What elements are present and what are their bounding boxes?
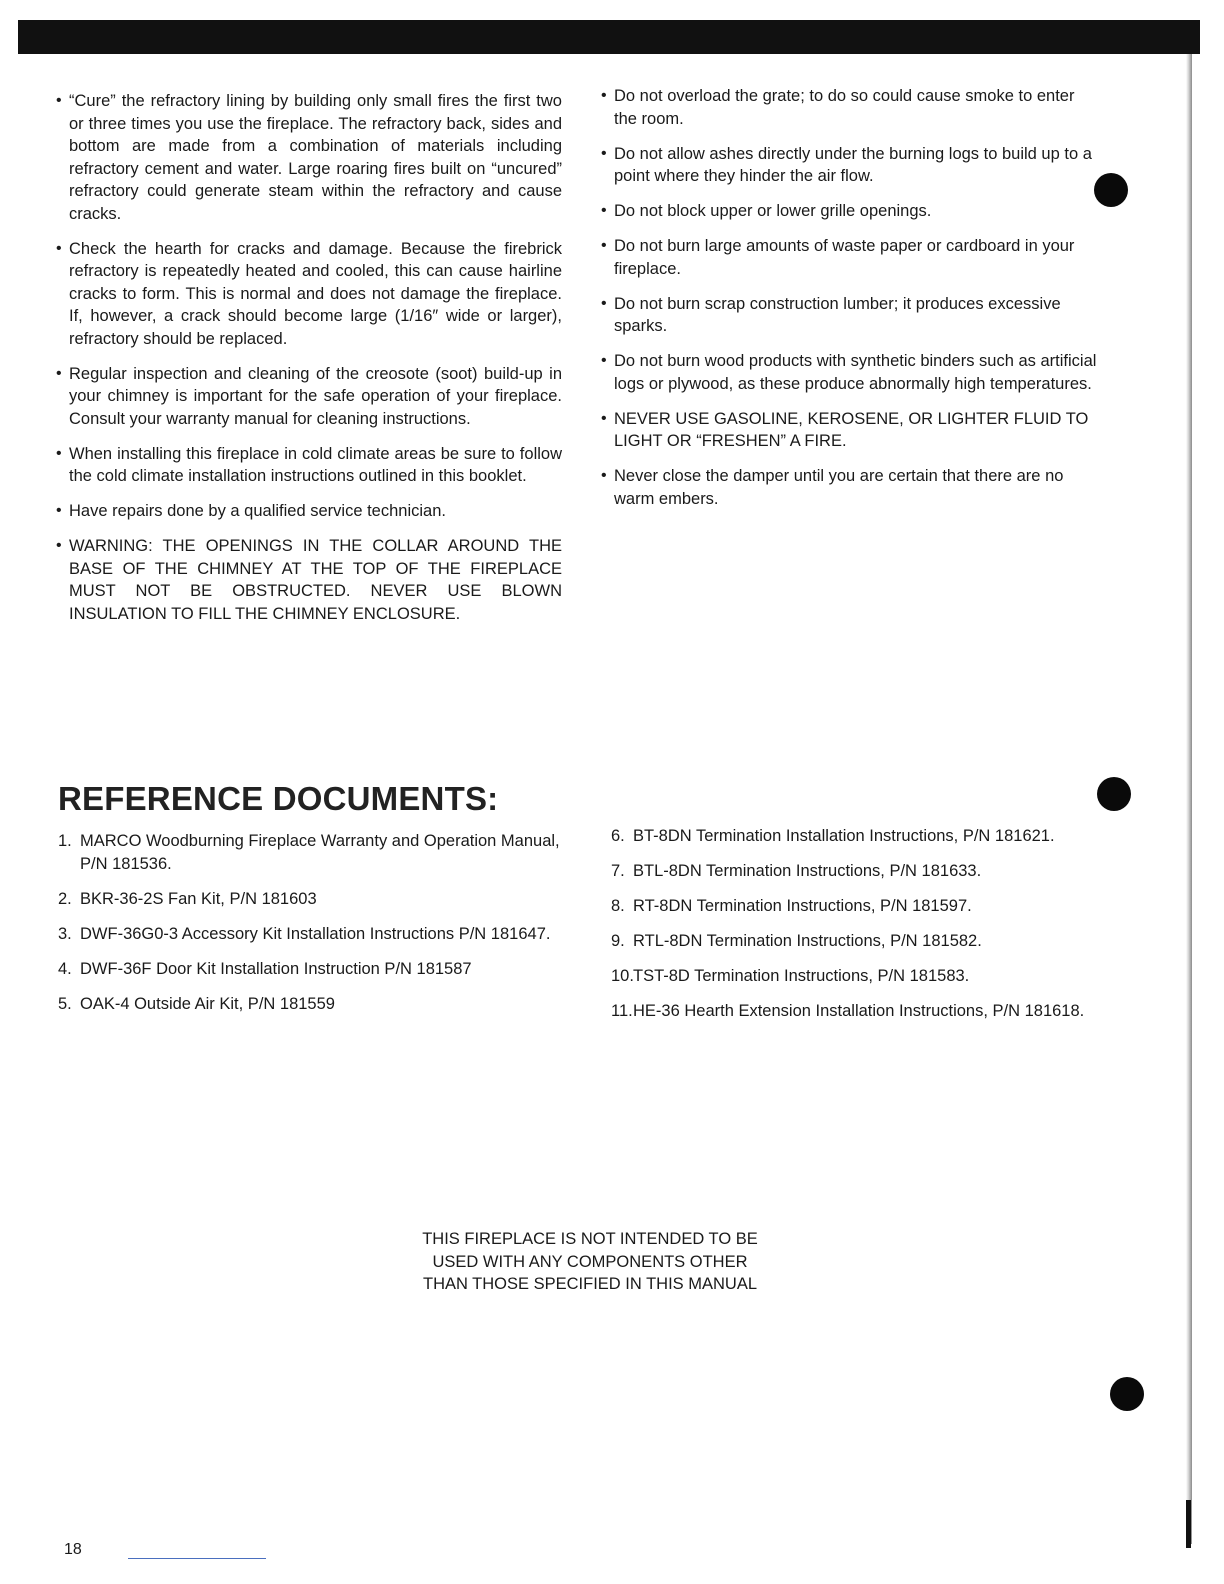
item-number: 2. [58, 889, 72, 908]
reference-item [611, 930, 1111, 953]
item-number: 5. [58, 994, 72, 1013]
item-number: 4. [58, 959, 72, 978]
list-item: • Do not overload the grate; to do so could cause smoke to enter the room. [601, 85, 1101, 130]
reference-list-left [58, 830, 568, 1028]
item-text: BTL-8DN Termination Instructions, P/N 181633. [633, 862, 982, 880]
item-text: RTL-8DN Termination Instructions, P/N 181582. [633, 932, 982, 950]
item-text: TST-8D Termination Instructions, P/N 181583. [633, 967, 970, 985]
list-item: • When installing this fireplace in cold climate areas be sure to follow the cold climate installation instructions outlined in this booklet. [56, 443, 562, 488]
item-text: OAK-4 Outside Air Kit, P/N 181559 [80, 994, 335, 1013]
item-number: 8. [611, 897, 625, 915]
item-text: HE-36 Hearth Extension Installation Instructions, P/N 181618. [633, 1002, 1085, 1020]
list-item: • Do not allow ashes directly under the burning logs to build up to a point where they hinder the air flow. [601, 143, 1101, 188]
reference-documents-heading: REFERENCE DOCUMENTS: [58, 780, 499, 817]
reference-item [58, 888, 568, 911]
header-bar [18, 20, 1200, 54]
item-number: 3. [58, 924, 72, 943]
reference-list-right [611, 825, 1111, 1035]
list-item: • Regular inspection and cleaning of the creosote (soot) build-up in your chimney is important for the safe operation of your fireplace. Consult your warranty manual for cleaning instructions. [56, 363, 562, 431]
warning-item: • WARNING: THE OPENINGS IN THE COLLAR AROUND THE BASE OF THE CHIMNEY AT THE TOP OF THE FIREPLACE MUST NOT BE OBSTRUCTED. NEVER USE BLOWN INSULATION TO FILL THE CHIMNEY ENCLOSURE. [56, 535, 562, 625]
item-number: 10. [611, 967, 634, 985]
item-number: 9. [611, 932, 625, 950]
item-number: 7. [611, 862, 625, 880]
page-right-edge [1186, 54, 1192, 1544]
item-number: 6. [611, 827, 625, 845]
reference-item [611, 860, 1111, 883]
punch-hole-icon [1097, 777, 1131, 811]
notice-line: THIS FIREPLACE IS NOT INTENDED TO BE [422, 1230, 758, 1248]
reference-item [58, 830, 568, 875]
components-notice [380, 1228, 800, 1296]
item-text: BT-8DN Termination Installation Instructions, P/N 181621. [633, 827, 1055, 845]
list-item: • Do not burn scrap construction lumber; it produces excessive sparks. [601, 293, 1101, 338]
page-edge-mark [1186, 1500, 1191, 1548]
reference-item [611, 965, 1111, 988]
reference-item [611, 895, 1111, 918]
list-item: • Never close the damper until you are certain that there are no warm embers. [601, 465, 1101, 510]
item-text: DWF-36G0-3 Accessory Kit Installation Instructions P/N 181647. [80, 924, 551, 943]
right-column [601, 85, 1101, 523]
list-item: • Have repairs done by a qualified service technician. [56, 500, 562, 523]
list-item: • Do not burn large amounts of waste paper or cardboard in your fireplace. [601, 235, 1101, 280]
item-text: BKR-36-2S Fan Kit, P/N 181603 [80, 889, 317, 908]
punch-hole-icon [1110, 1377, 1144, 1411]
list-item: • “Cure” the refractory lining by building only small fires the first two or three times you use the fireplace. The refractory back, sides and bottom are made from a combination of materials including refractory cement and water. Large roaring fires built on “uncured” refractory could generate steam within the refractory and cause cracks. [56, 90, 562, 225]
item-text: DWF-36F Door Kit Installation Instruction P/N 181587 [80, 959, 472, 978]
notice-line: THAN THOSE SPECIFIED IN THIS MANUAL [422, 1275, 758, 1293]
item-number: 11. [611, 1002, 633, 1020]
left-column [56, 90, 562, 638]
reference-item [611, 1000, 1111, 1023]
do-not-list [601, 85, 1101, 510]
reference-item [58, 923, 568, 946]
item-number: 1. [58, 832, 72, 850]
notice-line: USED WITH ANY COMPONENTS OTHER [432, 1252, 748, 1271]
safety-tips-list [56, 90, 562, 625]
list-item: • Check the hearth for cracks and damage. Because the firebrick refractory is repeatedly heated and cooled, this can cause hairline cracks to form. This is normal and does not damage the fireplace. If, however, a crack should become large (1/16″ wide or larger), refractory should be replaced. [56, 238, 562, 351]
reference-item [611, 825, 1111, 848]
list-item: • Do not burn wood products with synthetic binders such as artificial logs or plywood, as these produce abnormally high temperatures. [601, 350, 1101, 395]
item-text: RT-8DN Termination Instructions, P/N 181597. [633, 897, 972, 915]
list-item: • NEVER USE GASOLINE, KEROSENE, OR LIGHTER FLUID TO LIGHT OR “FRESHEN” A FIRE. [601, 408, 1101, 453]
list-item: • Do not block upper or lower grille openings. [601, 200, 1101, 223]
footer-rule [128, 1558, 266, 1559]
reference-item [58, 993, 568, 1016]
reference-item [58, 958, 568, 981]
page-number: 18 [64, 1541, 82, 1558]
item-text: MARCO Woodburning Fireplace Warranty and Operation Manual, P/N 181536. [80, 832, 560, 873]
